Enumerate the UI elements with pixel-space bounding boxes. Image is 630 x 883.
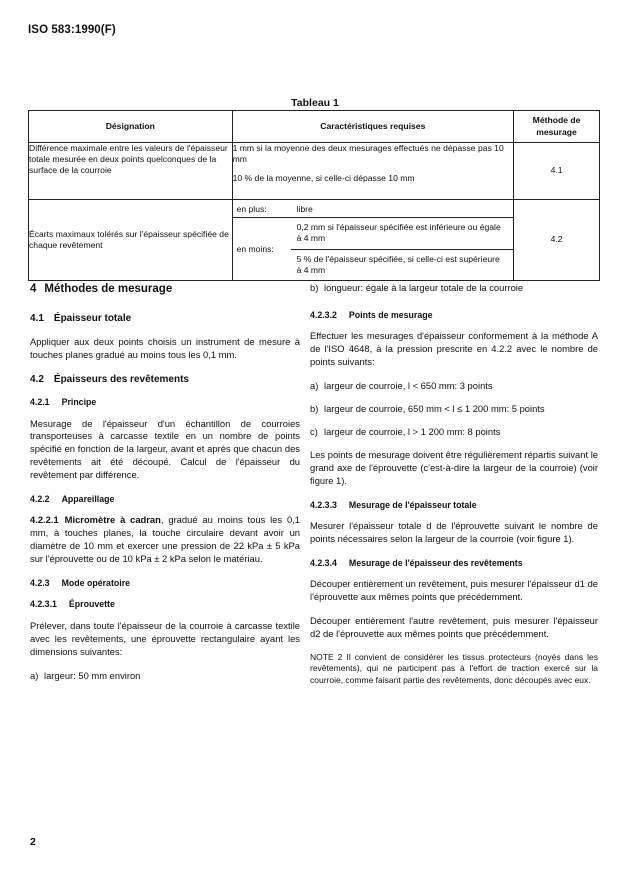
- table-row: [29, 200, 600, 281]
- section-title: Éprouvette: [68, 599, 115, 610]
- document-id: ISO 583:1990(F): [28, 24, 116, 36]
- page-number: 2: [30, 836, 36, 848]
- table-header-row: [29, 111, 600, 143]
- table-title: Tableau 1: [291, 97, 339, 109]
- list-text: longueur: égale à la largeur totale de la courroie: [324, 282, 524, 293]
- section-number: 4.2.3.2: [310, 309, 337, 320]
- row2-plus-label: en plus:: [236, 204, 267, 214]
- section-title: Épaisseur totale: [53, 312, 132, 324]
- section-4-2-3-4-text-1: Découper entièrement un revêtement, puis mesurer l'épaisseur d1 de l'éprouvette aux mêmes points que précédemment.: [310, 578, 598, 602]
- section-number: 4.2.3.4: [310, 557, 337, 568]
- section-4-2-1-heading: [30, 396, 300, 408]
- col-header-requirements: Caractéristiques requises: [232, 111, 514, 143]
- section-4-2-2-1-text: [30, 514, 300, 566]
- section-4-2-2-heading: [30, 493, 300, 505]
- col-header-method: Méthode de mesurage: [514, 111, 600, 143]
- list-item: [310, 282, 598, 295]
- section-4-1-text: Appliquer aux deux points choisis un instrument de mesure à touches planes gradué au moins tous les 0,1 mm.: [30, 335, 300, 360]
- section-number: 4.2.3.3: [310, 499, 337, 510]
- list-item: [310, 380, 598, 393]
- row2-minus-value-1: 0,2 mm si l'épaisseur spécifiée est inférieure ou égale à 4 mm: [291, 218, 514, 249]
- section-number: 4.2.2: [30, 494, 50, 505]
- list-marker: a): [30, 669, 39, 681]
- section-number: 4.2.1: [30, 397, 50, 408]
- row2-minus-label: en moins:: [236, 244, 274, 255]
- row2-requirements: [232, 200, 514, 281]
- section-number: 4.2.2.1: [30, 514, 59, 526]
- section-body: , gradué au moins tous les 0,1 mm, à touches planes, la touche circulaire devant avoir un diamètre de 10 mm et exercer une pression de 22 kPa ± 5 kPa sur l'éprouvette ou de 10 kPa ± 2 kPa selon le matériau.: [30, 514, 300, 565]
- row2-method: 4.2: [514, 200, 600, 281]
- section-title: Principe: [61, 397, 97, 408]
- section-number: 4: [30, 283, 37, 295]
- right-column: [310, 282, 598, 697]
- section-4-2-3-3-heading: [310, 499, 598, 511]
- section-title: Mode opératoire: [61, 578, 131, 589]
- list-text: largeur: 50 mm environ: [44, 669, 141, 681]
- list-text: largeur de courroie, l > 1 200 mm: 8 points: [324, 425, 501, 437]
- row2-minus-value-2: 5 % de l'épaisseur spécifiée, si celle-ci est supérieure à 4 mm: [296, 253, 500, 275]
- section-number: 4.2: [30, 373, 44, 385]
- col-header-designation: Désignation: [29, 111, 233, 143]
- table-row: [29, 143, 600, 200]
- section-4-2-3-heading: [30, 577, 300, 589]
- section-title: Épaisseurs des revêtements: [53, 373, 189, 385]
- section-title: Méthodes de mesurage: [44, 283, 173, 295]
- list-item: [310, 403, 598, 416]
- requirements-table: [28, 110, 600, 281]
- row2-plus-value: libre: [296, 204, 313, 214]
- row2-plus: [233, 200, 514, 218]
- section-4-heading: [30, 282, 300, 298]
- list-text: largeur de courroie, l < 650 mm: 3 points: [324, 380, 493, 391]
- section-4-2-3-2-text-2: Les points de mesurage doivent être régulièrement répartis suivant le grand axe de l'éprouvette (c'est-à-dire la largeur de la courroie) (voir figure 1).: [310, 448, 598, 486]
- section-number: 4.1: [30, 312, 44, 324]
- row1-designation: Différence maximale entre les valeurs de l'épaisseur totale mesurée en deux points quelconques de la surface de la courroie: [29, 143, 233, 200]
- row1-requirements: [232, 143, 514, 200]
- section-4-1-heading: [30, 312, 300, 326]
- section-4-2-heading: [30, 373, 300, 387]
- section-4-2-3-2-text: Effectuer les mesurages d'épaisseur conformement à la méthode A de l'ISO 4648, à la pression prescrite en 4.2.2 avec le nombre de points suivants:: [310, 330, 598, 368]
- section-title: Micromètre à cadran: [64, 514, 161, 526]
- row1-req-1: 1 mm si la moyenne des deux mesurages effectués ne dépasse pas 10 mm: [232, 143, 504, 165]
- list-marker: b): [310, 402, 319, 414]
- section-title: Mesurage de l'épaisseur totale: [348, 499, 477, 510]
- row2-minus: [233, 218, 514, 280]
- section-title: Points de mesurage: [348, 309, 433, 320]
- section-4-2-3-2-heading: [310, 309, 598, 321]
- section-4-2-3-3-text: Mesurer l'épaisseur totale d de l'éprouvette suivant le nombre de points nécessaires selon la largeur de la courroie (voir figure 1).: [310, 519, 598, 544]
- section-title: Appareillage: [61, 494, 115, 505]
- list-marker: c): [310, 425, 318, 437]
- list-item: [30, 670, 300, 683]
- note-2: NOTE 2 Il convient de considérer les tissus protecteurs (noyés dans les revêtements), qui ne participent pas à l'effort de traction exercé sur la courroie, comme faisant partie des revêtements, donc découpés avec eux.: [310, 651, 598, 685]
- section-4-2-3-4-text-2: Découper entièrement l'autre revêtement, puis mesurer l'épaisseur d2 de l'éprouvette aux mêmes points que précédemment.: [310, 614, 598, 639]
- list-text: largeur de courroie, 650 mm < l ≤ 1 200 mm: 5 points: [324, 402, 545, 414]
- section-4-2-3-1-text: Prélever, dans toute l'épaisseur de la courroie à carcasse textile avec les revêtements, une éprouvette rectangulaire ayant les dimensions suivantes:: [30, 619, 300, 657]
- section-4-2-3-4-heading: [310, 557, 598, 569]
- section-4-2-1-text: Mesurage de l'épaisseur d'un échantillon de courroies transporteuses à carcasse textile en un nombre de points spécifié en fonction de la largeur, avant et après que chacun des revêtements ait été découpé. Calcul de l'épaisseur du revêtement par différence.: [30, 417, 300, 481]
- row1-method: 4.1: [514, 143, 600, 200]
- left-column: [30, 282, 300, 692]
- row1-req-2: 10 % de la moyenne, si celle-ci dépasse 10 mm: [232, 173, 415, 184]
- row2-designation: Écarts maximaux tolérés sur l'épaisseur spécifiée de chaque revêtement: [29, 200, 233, 281]
- list-marker: a): [310, 380, 319, 391]
- section-title: Mesurage de l'épaisseur des revêtements: [348, 557, 523, 568]
- section-4-2-3-1-heading: [30, 598, 300, 610]
- list-item: [310, 426, 598, 439]
- section-number: 4.2.3: [30, 578, 50, 589]
- list-marker: b): [310, 282, 319, 293]
- section-number: 4.2.3.1: [30, 599, 57, 610]
